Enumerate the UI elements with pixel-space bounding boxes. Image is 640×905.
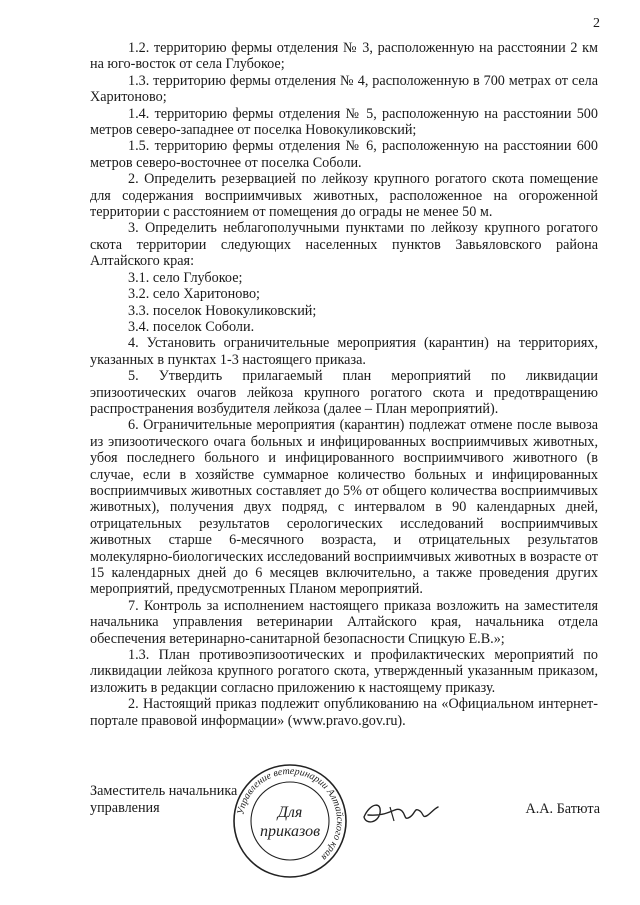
document-body [90, 40, 598, 729]
stamp-ring-text: Управление ветеринарии Алтайского края [235, 765, 346, 863]
paragraph-3-1: 3.1. село Глубокое; [128, 269, 243, 286]
paragraph-1-3: 1.3. территорию фермы отделения № 4, расположенную в 700 метрах от села Харитоново; [90, 72, 598, 106]
paragraph-6: 6. Ограничительные мероприятия (карантин) подлежат отмене после вывоза из эпизоотического очага больных и инфицированных восприимчивых животных, убоя последнего больного и инфицированного восприимчивого животного (в случае, если в хозяйстве суммарное количество больных и инфицированных восприимчивых животных составляет до 5% от общего количества восприимчивых животных), получения двух подряд, с интервалом в 90 календарных дней, отрицательных результатов серологических исследований восприимчивых животных старше 6-месячного возраста, и отрицательных результатов молекулярно-биологических исследований восприимчивых животных в возрасте от 15 календарных дней до 6 месяцев включительно, а также проведения других мероприятий, предусмотренных Планом мероприятий. [90, 417, 598, 598]
paragraph-1-2: 1.2. территорию фермы отделения № 3, расположенную на расстоянии 2 км на юго-восток от села Глубокое; [90, 40, 598, 73]
paragraph-2: 2. Определить резервацией по лейкозу крупного рогатого скота помещение для содержания восприимчивых животных, расположенное на огороженной территории с расстоянием от помещения до ограды не менее 50 м. [90, 171, 598, 221]
signatory-role-line2: управления [90, 800, 160, 816]
paragraph-amend-1-3: 1.3. План противоэпизоотических и профилактических мероприятий по ликвидации лейкоза крупного рогатого скота, утвержденный указанным приказом, изложить в редакции согласно приложению к настоящему приказу. [90, 647, 598, 696]
page-number: 2 [593, 16, 600, 31]
signatory-role [90, 783, 237, 817]
signature-block [90, 765, 600, 883]
paragraph-3-2: 3.2. село Харитоново; [128, 286, 260, 303]
stamp-center-line2: приказов [259, 823, 321, 840]
paragraph-1-5: 1.5. территорию фермы отделения № 6, расположенную на расстоянии 600 метров северо-восточнее от поселка Соболи. [90, 138, 598, 171]
paragraph-3-3: 3.3. поселок Новокуликовский; [128, 302, 317, 319]
paragraph-publication: 2. Настоящий приказ подлежит опубликованию на «Официальном интернет-портале правовой информации» (www.pravo.gov.ru). [90, 696, 598, 729]
paragraph-7: 7. Контроль за исполнением настоящего приказа возложить на заместителя начальника управления ветеринарии Алтайского края, начальника отдела обеспечения ветеринарно-санитарной безопасности Спицкую Е.В.»; [90, 597, 598, 647]
handwritten-signature-icon [360, 795, 440, 829]
paragraph-5: 5. Утвердить прилагаемый план мероприятий по ликвидации эпизоотических очагов лейкоза крупного рогатого скота и предотвращению распространения возбудителя лейкоза (далее – План мероприятий). [90, 368, 598, 417]
paragraph-3-4: 3.4. поселок Соболи. [128, 318, 255, 335]
stamp-center-line1: Для [277, 804, 303, 821]
paragraph-4: 4. Установить ограничительные мероприятия (карантин) на территориях, указанных в пунктах 1-3 настоящего приказа. [90, 335, 598, 368]
signatory-role-line1: Заместитель начальника [90, 783, 238, 799]
signatory-name: А.А. Батюта [525, 801, 600, 817]
paragraph-1-4: 1.4. территорию фермы отделения № 5, расположенную на расстоянии 500 метров северо-западнее от поселка Новокуликовский; [90, 105, 598, 139]
official-stamp-icon [230, 761, 350, 881]
paragraph-3: 3. Определить неблагополучными пунктами по лейкозу крупного рогатого скота территории следующих населенных пунктов Завьяловского района Алтайского края: [90, 220, 598, 270]
